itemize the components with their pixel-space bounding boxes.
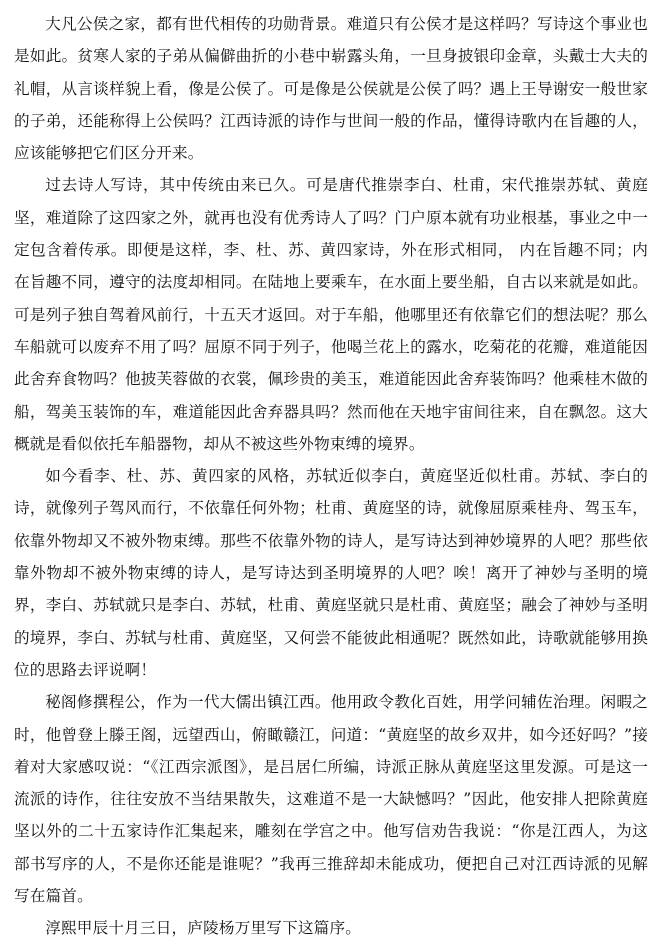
paragraph-2: 过去诗人写诗，其中传统由来已久。可是唐代推崇李白、杜甫，宋代推崇苏轼、黄庭坚，难道除了这四家之外，就再也没有优秀诗人了吗？门户原本就有功业根基，事业之中一定包含着传承。即便是这样，李、杜、苏、黄四家诗，外在形式相同， 内在旨趣不同；内在旨趣不同，遵守的法度却相同。在陆地上要乘车，在水面上要坐船，自古以来就是如此。可是列子独自驾着风前行，十五天才返回。对于车船，他哪里还有依靠它们的想法呢？那么车船就可以废弃不用了吗？屈原不同于列子，他喝兰花上的露水，吃菊花的花瓣，难道能因此舍弃食物吗？他披芙蓉做的衣裳，佩珍贵的美玉，难道能因此舍弃装饰吗？他乘桂木做的船，驾美玉装饰的车，难道能因此舍弃器具吗？然而他在天地宇宙间往来，自在飘忽。这大概就是看似依托车船器物，却从不被这些外物束缚的境界。 — [14, 176, 648, 453]
paragraph-1: 大凡公侯之家，都有世代相传的功勋背景。难道只有公侯才是这样吗？写诗这个事业也是如此。贫寒人家的子弟从偏僻曲折的小巷中崭露头角，一旦身披银印金章，头戴士大夫的礼帽，从言谈样貌上看，像是公侯了。可是像是公侯就是公侯了吗？遇上王导谢安一般世家的子弟，还能称得上公侯吗？江西诗派的诗作与世间一般的作品，懂得诗歌内在旨趣的人，应该能够把它们区分开来。 — [14, 15, 648, 163]
signature-line: 淳熙甲辰十月三日，庐陵杨万里写下这篇序。 — [45, 919, 362, 938]
paragraph-4: 秘阁修撰程公，作为一代大儒出镇江西。他用政令教化百姓，用学问辅佐治理。闲暇之时，他曾登上滕王阁，远望西山，俯瞰赣江，问道：“黄庭坚的故乡双井，如今还好吗？”接着对大家感叹说：“《江西宗派图》，是吕居仁所编，诗派正脉从黄庭坚这里发源。可是这一流派的诗作，往往安放不当结果散失，这难道不是一大缺憾吗？”因此，他安排人把除黄庭坚以外的二十五家诗作汇集起来，雕刻在学宫之中。他写信劝告我说：“你是江西人，为这部书写序的人，不是你还能是谁呢？”我再三推辞却未能成功，便把自己对江西诗派的见解写在篇首。 — [14, 693, 648, 906]
paragraph-3: 如今看李、杜、苏、黄四家的风格，苏轼近似李白，黄庭坚近似杜甫。苏轼、李白的诗，就像列子驾风而行，不依靠任何外物；杜甫、黄庭坚的诗，就像屈原乘桂舟、驾玉车，依靠外物却又不被外物束缚。那些不依靠外物的诗人，是写诗达到神妙境界的人吧？那些依靠外物却不被外物束缚的诗人，是写诗达到圣明境界的人吧？唉！离开了神妙与圣明的境界，李白、苏轼就只是李白、苏轼，杜甫、黄庭坚就只是杜甫、黄庭坚；融会了神妙与圣明的境界，李白、苏轼与杜甫、黄庭坚，又何尝不能彼此相通呢？既然如此，诗歌就能够用换位的思路去评说啊！ — [14, 467, 648, 679]
